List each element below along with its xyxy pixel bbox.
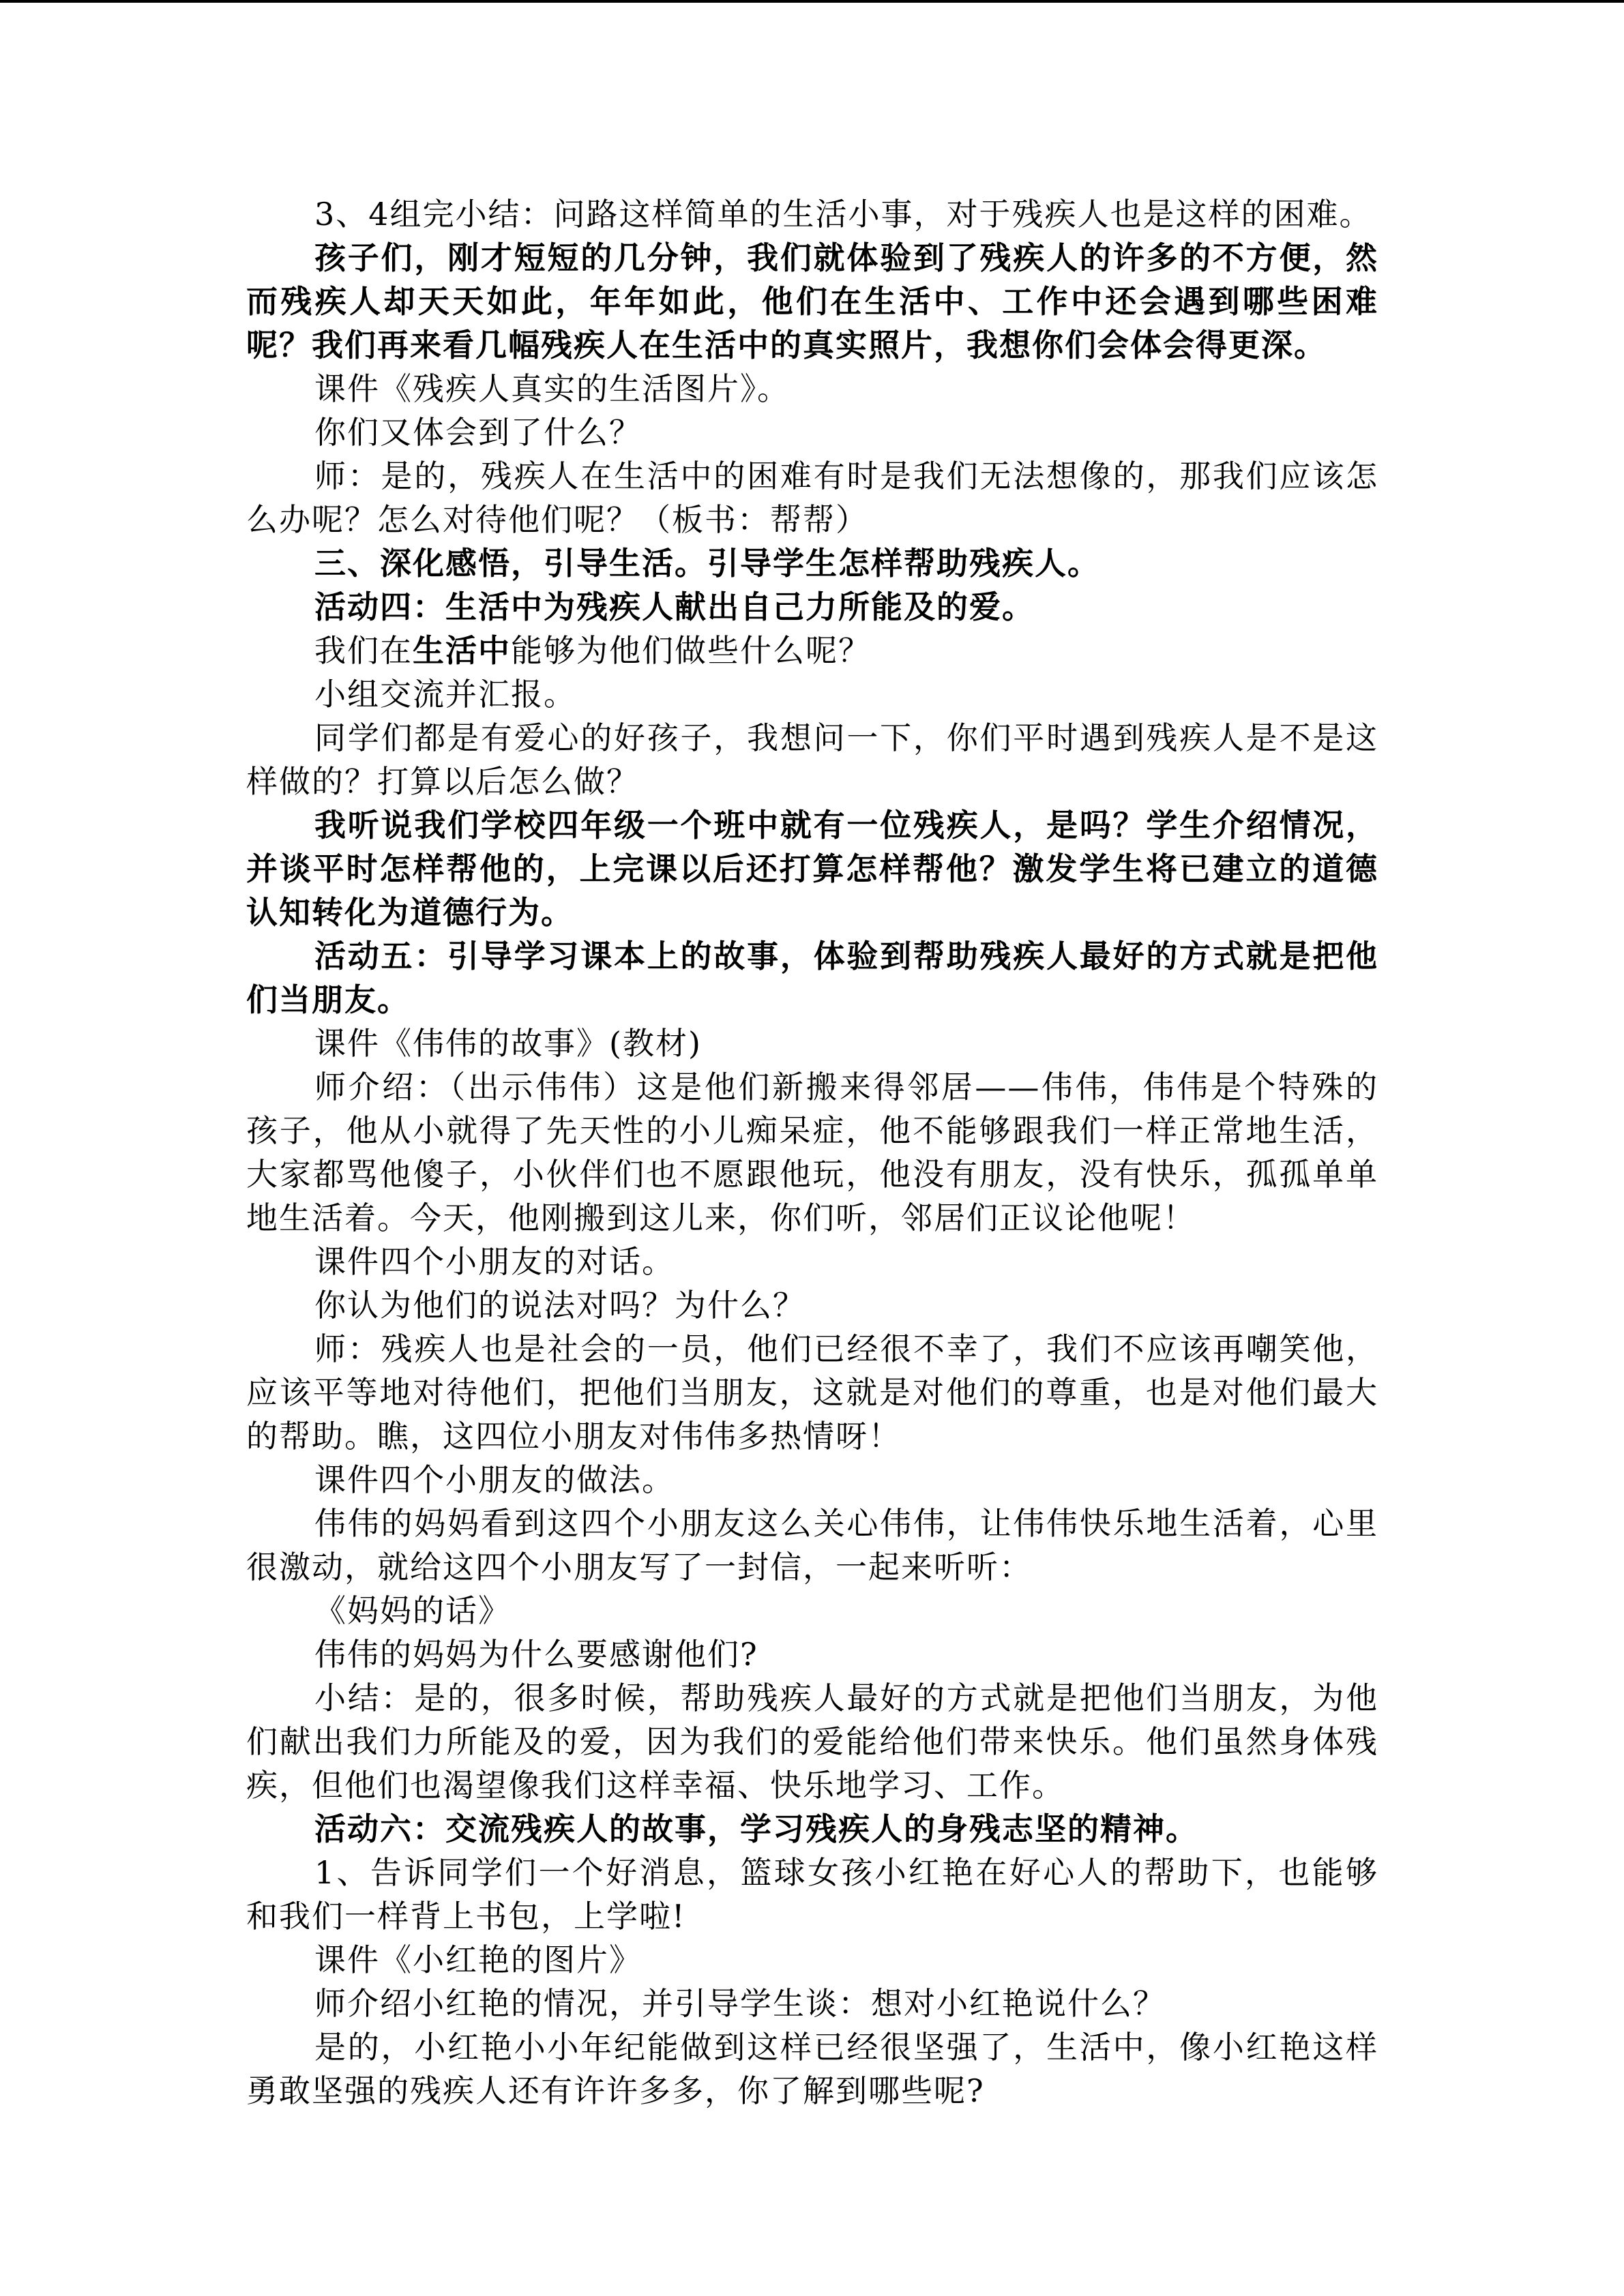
paragraph: 你们又体会到了什么？ [314,414,642,451]
paragraph: 1、告诉同学们一个好消息，篮球女孩小红艳在好心人的帮助下，也能够和我们一样背上书包，上学啦! [246,1854,1378,1935]
paragraph: 课件四个小朋友的对话。 [314,1243,675,1280]
paragraph: 师：残疾人也是社会的一员，他们已经很不幸了，我们不应该再嘲笑他，应该平等地对待他们，把他们当朋友，这就是对他们的尊重，也是对他们最大的帮助。瞧，这四位小朋友对伟伟多热情呀！ [246,1330,1378,1455]
paragraph: 课件四个小朋友的做法。 [314,1461,675,1498]
paragraph: 同学们都是有爱心的好孩子，我想问一下，你们平时遇到残疾人是不是这样做的？打算以后怎么做？ [246,719,1378,800]
paragraph: 课件《小红艳的图片》 [314,1941,642,1978]
paragraph: 《妈妈的话》 [314,1592,511,1629]
activity-heading: 活动四：生活中为残疾人献出自己力所能及的爱。 [314,588,1035,625]
paragraph: 师：是的，残疾人在生活中的困难有时是我们无法想像的，那我们应该怎么办呢？怎么对待他们呢？（板书：帮帮） [246,458,1378,538]
paragraph-bold: 我听说我们学校四年级一个班中就有一位残疾人，是吗？学生介绍情况，并谈平时怎样帮他的，上完课以后还打算怎样帮他？激发学生将已建立的道德认知转化为道德行为。 [246,807,1378,931]
activity-heading: 活动六：交流残疾人的故事，学习残疾人的身残志坚的精神。 [314,1810,1198,1847]
paragraph: 伟伟的妈妈为什么要感谢他们? [314,1636,758,1673]
paragraph: 你认为他们的说法对吗？为什么？ [314,1287,806,1324]
paragraph [246,629,1378,672]
page-top-border [0,0,1624,3]
paragraph: 3、4组完小结：问路这样简单的生活小事，对于残疾人也是这样的困难。 [314,196,1372,233]
paragraph-text: 我们在 [314,632,413,669]
section-heading: 三、深化感悟，引导生活。引导学生怎样帮助残疾人。 [314,545,1100,582]
document-body [246,192,1378,2113]
paragraph: 小组交流并汇报。 [314,676,576,713]
paragraph-text: 能够为他们做些什么呢？ [511,632,871,669]
paragraph: 是的，小红艳小小年纪能做到这样已经很坚强了，生活中，像小红艳这样勇敢坚强的残疾人还有许许多多，你了解到哪些呢? [246,2029,1378,2109]
activity-heading: 活动五：引导学习课本上的故事，体验到帮助残疾人最好的方式就是把他们当朋友。 [246,938,1378,1018]
paragraph: 伟伟的妈妈看到这四个小朋友这么关心伟伟，让伟伟快乐地生活着，心里很激动，就给这四个小朋友写了一封信，一起来听听： [246,1505,1378,1585]
paragraph-bold: 孩子们，刚才短短的几分钟，我们就体验到了残疾人的许多的不方便，然而残疾人却天天如此，年年如此，他们在生活中、工作中还会遇到哪些困难呢？我们再来看几幅残疾人在生活中的真实照片，我想你们会体会得更深。 [246,239,1378,363]
paragraph: 师介绍：（出示伟伟）这是他们新搬来得邻居——伟伟，伟伟是个特殊的孩子，他从小就得了先天性的小儿痴呆症，他不能够跟我们一样正常地生活，大家都骂他傻子，小伙伴们也不愿跟他玩，他没有朋友，没有快乐，孤孤单单地生活着。今天，他刚搬到这儿来，你们听，邻居们正议论他呢！ [246,1069,1378,1236]
paragraph: 师介绍小红艳的情况，并引导学生谈：想对小红艳说什么？ [314,1985,1166,2022]
paragraph-bold-text: 生活中 [413,632,511,669]
paragraph: 课件《残疾人真实的生活图片》。 [314,370,790,407]
paragraph: 课件《伟伟的故事》(教材) [314,1025,702,1062]
paragraph: 小结：是的，很多时候，帮助残疾人最好的方式就是把他们当朋友，为他们献出我们力所能及的爱，因为我们的爱能给他们带来快乐。他们虽然身体残疾，但他们也渴望像我们这样幸福、快乐地学习、工作。 [246,1680,1378,1804]
